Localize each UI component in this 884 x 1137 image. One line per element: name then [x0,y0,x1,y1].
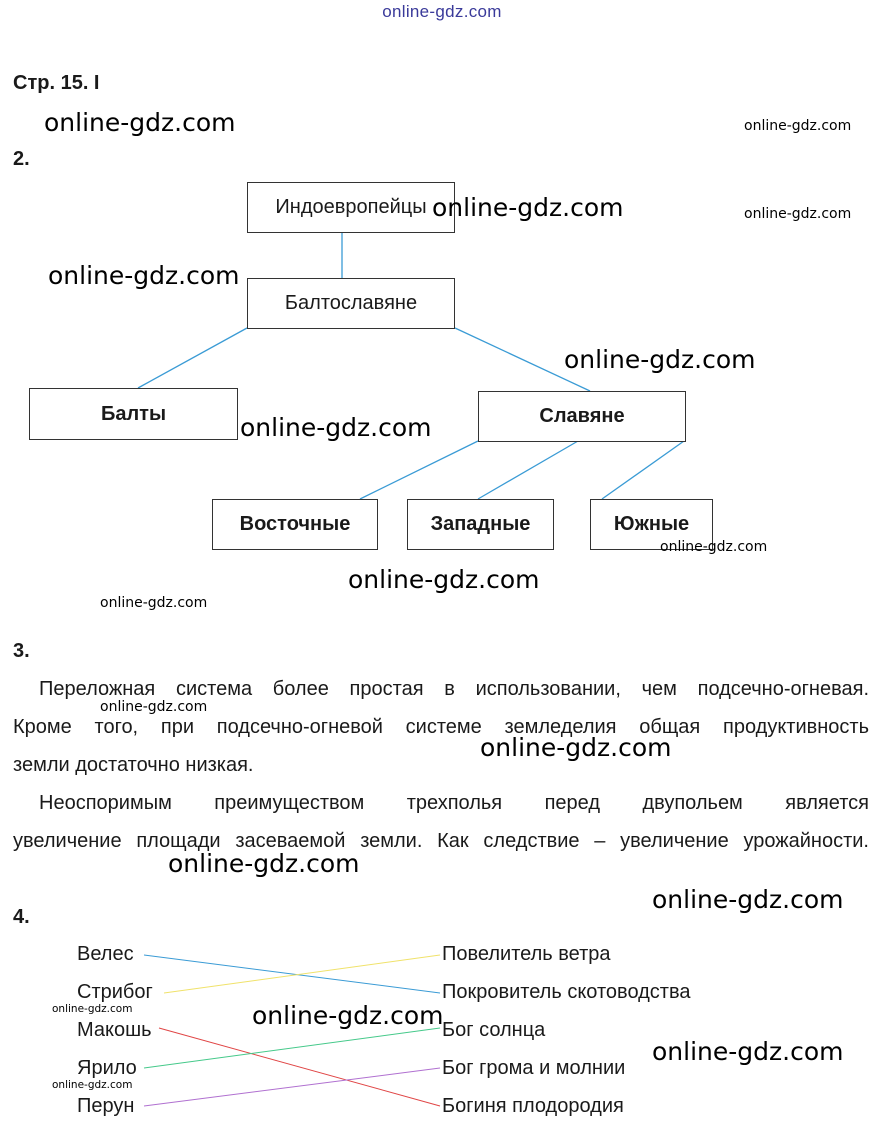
node-label: Славяне [539,405,625,427]
watermark: online-gdz.com [52,1003,133,1015]
node-label: Западные [430,513,531,535]
watermark: online-gdz.com [660,539,768,555]
task-3-number: 3. [13,640,30,662]
deity-makosh: Макошь [77,1019,152,1041]
watermark: online-gdz.com [44,108,236,137]
watermark: online-gdz.com [564,345,756,374]
node-label: Балтославяне [284,292,418,314]
watermark: online-gdz.com [480,733,672,762]
watermark: online-gdz.com [100,699,208,715]
watermark: online-gdz.com [348,565,540,594]
deity-stribog: Стрибог [77,981,153,1003]
deity-perun: Перун [77,1095,135,1117]
node-label: Южные [613,513,690,535]
watermark: online-gdz.com [432,193,624,222]
task-4-number: 4. [13,906,30,928]
watermark: online-gdz.com [652,1037,844,1066]
role-cattle: Покровитель скотоводства [442,981,691,1003]
text-line: земли достаточно низкая. [13,754,254,776]
text-line: Кроме того, при подсечно-огневой системе земледелия общая продуктивность [13,716,869,738]
watermark: online-gdz.com [168,849,360,878]
site-header[interactable]: online-gdz.com [382,2,502,21]
text-line: увеличение площади засеваемой земли. Как следствие – увеличение урожайности. [13,830,869,852]
link-yarilo [144,1028,440,1068]
role-sun: Бог солнца [442,1019,546,1041]
watermark: online-gdz.com [240,413,432,442]
watermark: online-gdz.com [652,885,844,914]
text-line: Неоспоримым преимуществом трехполья перед двупольем является [39,792,869,814]
watermark: online-gdz.com [744,206,852,222]
task-2-number: 2. [13,148,30,170]
role-wind: Повелитель ветра [442,943,611,965]
node-label: Балты [100,402,167,425]
watermark: online-gdz.com [252,1001,444,1030]
watermark: online-gdz.com [100,595,208,611]
role-thunder: Бог грома и молнии [442,1057,626,1079]
page-title: Стр. 15. I [13,72,100,94]
link-makosh [159,1028,440,1106]
watermark: online-gdz.com [744,118,852,134]
role-fertility: Богиня плодородия [442,1095,624,1117]
link-perun [144,1068,440,1106]
text-line: Переложная система более простая в использовании, чем подсечно-огневая. [39,678,869,700]
deity-veles: Велес [77,943,134,965]
node-label: Индоевропейцы [275,196,427,218]
watermark: online-gdz.com [52,1079,133,1091]
node-label: Восточные [239,513,351,535]
watermark: online-gdz.com [48,261,240,290]
deity-yarilo: Ярило [77,1057,137,1079]
